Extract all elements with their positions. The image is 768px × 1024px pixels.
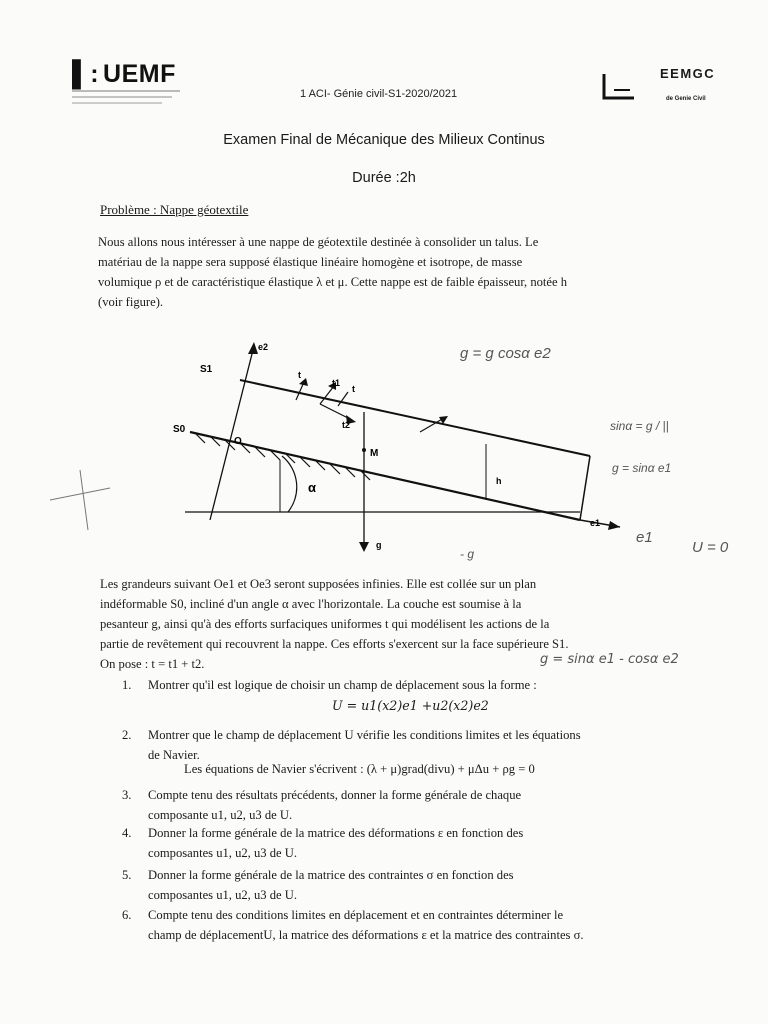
handwritten-g-eq: g = g cosα e2	[460, 345, 551, 362]
question-item	[122, 826, 523, 841]
question-number: 1.	[122, 678, 132, 692]
gravity-arrow-icon	[359, 542, 369, 552]
question-item	[122, 728, 581, 743]
layer-edge	[580, 456, 590, 520]
intro-line: volumique ρ et de caractéristique élastique λ et μ. Cette nappe est de faible épaisseur, notée h	[98, 275, 568, 289]
e2-arrow-icon	[248, 342, 258, 354]
question-text-cont: composante u1, u2, u3 de U.	[148, 808, 293, 822]
question-text-cont: champ de déplacementU, la matrice des déformations ε et la matrice des contraintes σ.	[148, 928, 584, 942]
e1-arrow-icon	[608, 521, 620, 530]
description-line: indéformable S0, incliné d'un angle α avec l'horizontale. La couche est soumise à la	[100, 597, 522, 611]
label-t1: t1	[332, 378, 341, 388]
question-item	[122, 868, 514, 883]
label-e1: e1	[590, 518, 601, 528]
question-text: Compte tenu des conditions limites en déplacement et en contraintes déterminer le	[148, 908, 564, 922]
label-alpha: α	[308, 480, 316, 495]
eemgc-logo-subtitle: de Genie Civil	[666, 96, 706, 102]
navier-equation: Les équations de Navier s'écrivent : (λ + μ)grad(divu) + μΔu + ρg = 0	[184, 762, 535, 776]
intro-line: Nous allons nous intéresser à une nappe de géotextile destinée à consolider un talus. Le	[98, 235, 539, 249]
e2-axis	[210, 346, 254, 520]
top-surface-s1	[240, 380, 590, 456]
question-number: 4.	[122, 826, 132, 840]
handwritten-g-minus: - g	[460, 547, 475, 561]
handwritten-sin-eq: sinα = g / ||	[610, 419, 669, 433]
eemgc-logo-icon	[600, 72, 638, 102]
displacement-equation: U = u1(x2)e1 +u2(x2)e2	[332, 698, 489, 713]
question-number: 6.	[122, 908, 132, 922]
label-t: t	[298, 370, 301, 380]
label-m: M	[370, 448, 379, 459]
slope-surface-s0	[190, 432, 580, 520]
label-g: g	[376, 540, 382, 550]
label-o: O	[234, 436, 242, 447]
label-e2: e2	[258, 342, 269, 352]
exam-title: Examen Final de Mécanique des Milieux Continus	[223, 132, 545, 148]
question-text-cont: de Navier.	[148, 748, 200, 762]
question-item	[122, 678, 537, 693]
question-text-cont: composantes u1, u2, u3 de U.	[148, 846, 298, 860]
label-s1: S1	[200, 364, 213, 375]
intro-paragraph	[98, 232, 668, 312]
uemf-logo-subtitle	[72, 86, 182, 108]
question-text: Donner la forme générale de la matrice des déformations ε en fonction des	[148, 826, 524, 840]
question-text: Montrer que le champ de déplacement U vérifie les conditions limites et les équations	[148, 728, 581, 742]
description-line: pesanteur g, ainsi qu'à des efforts surfaciques uniformes t qui modélisent les actions de la	[100, 617, 550, 631]
handwritten-g-decomposition: g = sinα e1 - cosα e2	[540, 652, 679, 667]
description-line: Les grandeurs suivant Oe1 et Oe3 seront supposées infinies. Elle est collée sur un plan	[100, 577, 537, 591]
uemf-logo	[72, 60, 176, 89]
label-t2: t2	[342, 420, 351, 430]
handwritten-u-zero: U = 0	[692, 539, 729, 556]
uemf-logo-mark: ▌:	[72, 60, 100, 88]
label-h: h	[496, 476, 502, 486]
question-item	[122, 788, 521, 803]
question-item	[122, 908, 563, 923]
handwritten-sketch	[50, 470, 110, 530]
question-text: Compte tenu des résultats précédents, donner la forme générale de chaque	[148, 788, 522, 802]
eemgc-logo: EEMGC	[660, 66, 716, 81]
intro-line: matériau de la nappe sera supposé élastique linéaire homogène et isotrope, de masse	[98, 255, 523, 269]
description-line: partie de revêtement qui recouvrent la nappe. Ces efforts s'exercent sur la face supérieure S1.	[100, 637, 569, 651]
description-line: On pose : t = t1 + t2.	[100, 657, 205, 671]
question-text: Montrer qu'il est logique de choisir un champ de déplacement sous la forme :	[148, 678, 537, 692]
label-t: t	[352, 384, 355, 394]
handwritten-e1: e1	[636, 529, 653, 546]
intro-line: (voir figure).	[98, 295, 164, 309]
question-text: Donner la forme générale de la matrice des contraintes σ en fonction des	[148, 868, 514, 882]
alpha-arc	[282, 456, 297, 512]
handwritten-g-eq2: g = sinα e1	[612, 461, 672, 475]
question-text-cont: composantes u1, u2, u3 de U.	[148, 888, 298, 902]
point-m	[362, 448, 366, 452]
geotextile-figure	[20, 320, 750, 582]
course-line: 1 ACI- Génie civil-S1-2020/2021	[300, 88, 458, 100]
problem-title: Problème : Nappe géotextile	[100, 202, 249, 217]
question-number: 3.	[122, 788, 132, 802]
uemf-logo-text: UEMF	[103, 60, 176, 88]
question-number: 2.	[122, 728, 132, 742]
exam-duration: Durée :2h	[352, 170, 416, 186]
question-number: 5.	[122, 868, 132, 882]
label-s0: S0	[173, 424, 186, 435]
